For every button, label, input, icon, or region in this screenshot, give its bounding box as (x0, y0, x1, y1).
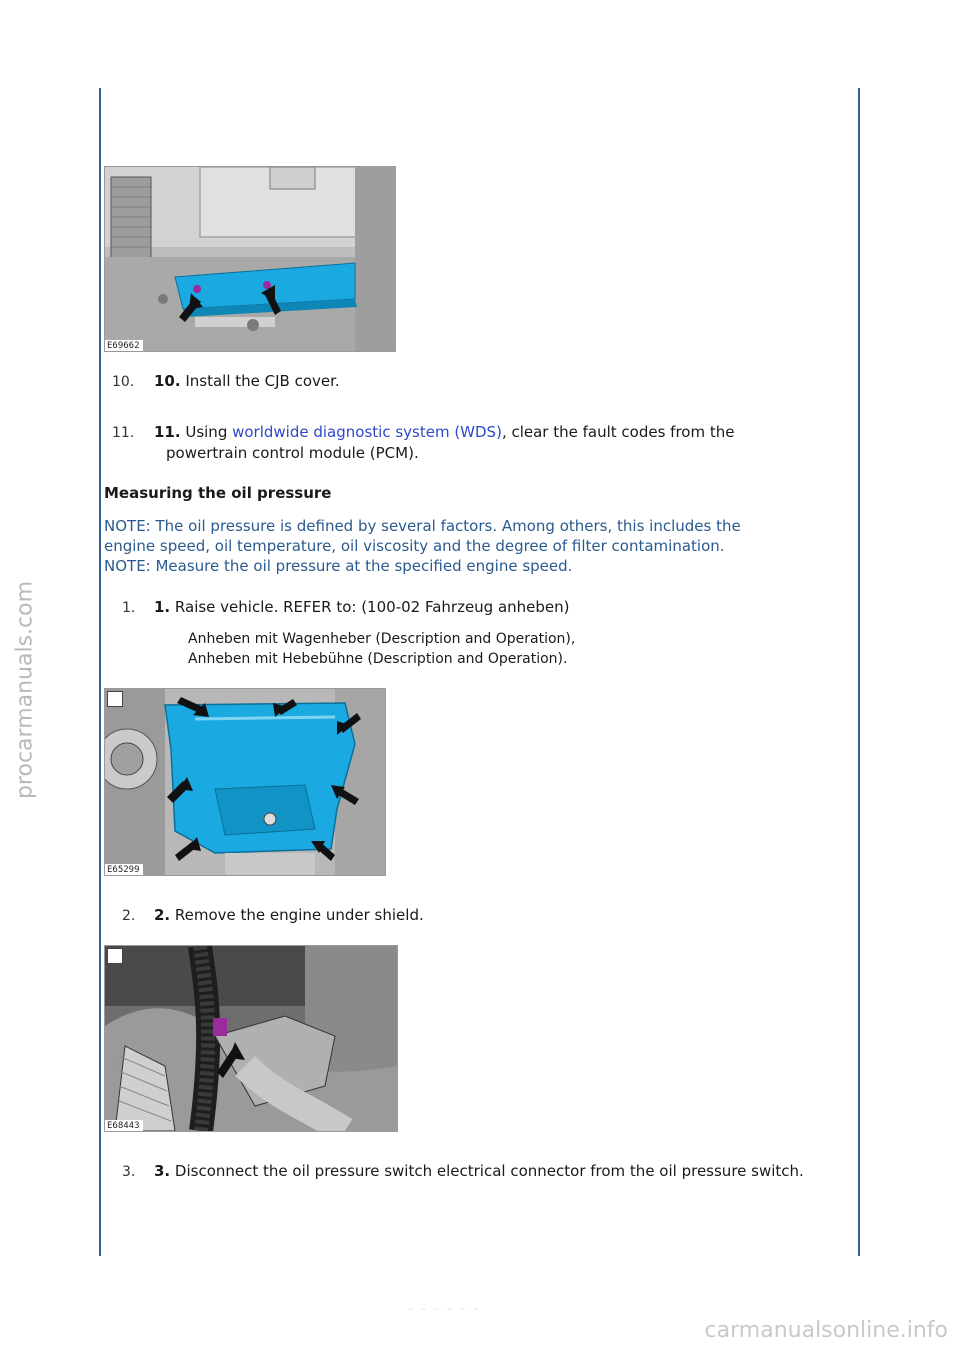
step-number: 1. (122, 600, 136, 616)
figure-code: E68443 (105, 1120, 143, 1131)
zoom-icon[interactable] (107, 948, 123, 964)
note-line: engine speed, oil temperature, oil viscosity and the degree of filter contamination. (104, 537, 725, 555)
figure-cjb-cover (104, 166, 396, 352)
side-watermark-text: procarmanuals.com (12, 580, 38, 800)
step-number: 10. (112, 374, 135, 390)
note-line: NOTE: The oil pressure is defined by several factors. Among others, this includes the (104, 517, 741, 535)
cjb-cover-illustration (105, 167, 395, 351)
step-text (154, 597, 570, 618)
left-margin-rule (99, 88, 101, 1256)
step-bold-number: 11. (154, 423, 181, 441)
step-bold-number: 2. (154, 906, 171, 924)
figure-code: E65299 (105, 864, 143, 875)
step-bold-number: 3. (154, 1162, 171, 1180)
reference-line: Anheben mit Hebebühne (Description and Operation). (188, 651, 568, 667)
step-number: 3. (122, 1164, 136, 1180)
figure-oil-pressure-switch (104, 945, 398, 1132)
bottom-watermark: carmanualsonline.info (704, 1318, 948, 1343)
step-body: Raise vehicle. REFER to: (100-02 Fahrzeug anheben) (170, 598, 570, 616)
oil-switch-illustration (105, 946, 397, 1131)
step-text (154, 371, 340, 392)
page-footer: – – – – – – (408, 1302, 481, 1315)
reference-line: Anheben mit Wagenheber (Description and Operation), (188, 631, 576, 647)
side-watermark (10, 580, 40, 800)
step-text (154, 905, 424, 926)
under-shield-illustration (105, 689, 385, 875)
step-number: 11. (112, 425, 135, 441)
step-body: Remove the engine under shield. (170, 906, 424, 924)
step-body: Install the CJB cover. (180, 372, 340, 390)
step-text (154, 422, 834, 443)
right-margin-rule (858, 88, 860, 1256)
figure-engine-under-shield (104, 688, 386, 876)
step-text-continued: powertrain control module (PCM). (166, 444, 419, 462)
step-body: Using (180, 423, 233, 441)
step-text (154, 1161, 804, 1182)
step-number: 2. (122, 908, 136, 924)
wds-link[interactable]: worldwide diagnostic system (WDS) (232, 423, 502, 441)
step-body: Disconnect the oil pressure switch electrical connector from the oil pressure switch. (170, 1162, 804, 1180)
step-bold-number: 10. (154, 372, 181, 390)
step-bold-number: 1. (154, 598, 171, 616)
zoom-icon[interactable] (107, 691, 123, 707)
figure-code: E69662 (105, 340, 143, 351)
section-heading: Measuring the oil pressure (104, 484, 332, 502)
note-line: NOTE: Measure the oil pressure at the specified engine speed. (104, 557, 573, 575)
step-body: , clear the fault codes from the (501, 423, 735, 441)
